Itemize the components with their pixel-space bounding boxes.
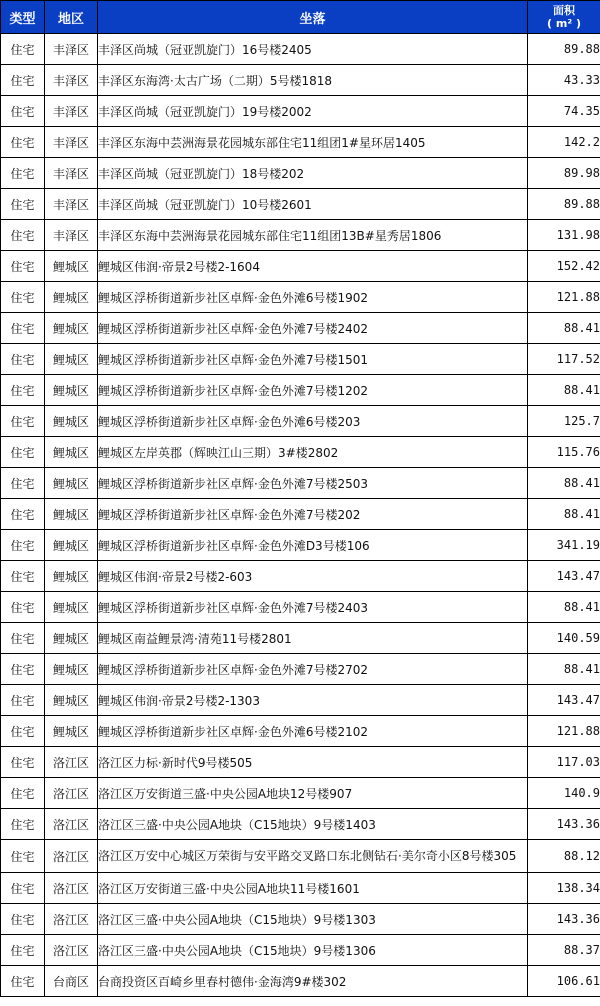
table-row [1,375,600,406]
cell-size: 143.36 [528,809,600,840]
cell-location: 洛江区三盛·中央公园A地块（C15地块）9号楼1306 [98,935,528,966]
cell-size: 125.7 [528,406,600,437]
cell-area: 洛江区 [45,873,98,904]
table-row [1,437,600,468]
cell-location: 鲤城区浮桥街道新步社区卓辉·金色外滩7号楼2702 [98,654,528,685]
cell-type: 住宅 [1,654,45,685]
cell-type: 住宅 [1,437,45,468]
cell-type: 住宅 [1,220,45,251]
cell-area: 洛江区 [45,904,98,935]
header-location: 坐落 [98,1,528,34]
cell-size: 117.52 [528,344,600,375]
cell-type: 住宅 [1,344,45,375]
table-row [1,685,600,716]
cell-size: 152.42 [528,251,600,282]
cell-size: 88.41 [528,654,600,685]
cell-type: 住宅 [1,778,45,809]
cell-type: 住宅 [1,685,45,716]
cell-location: 洛江区万安中心城区万荣街与安平路交叉路口东北侧钻石·美尔奇小区8号楼305 [98,840,528,873]
cell-type: 住宅 [1,904,45,935]
cell-type: 住宅 [1,34,45,65]
cell-size: 89.98 [528,158,600,189]
table-row [1,313,600,344]
cell-size: 88.41 [528,468,600,499]
cell-size: 106.61 [528,966,600,997]
cell-area: 鲤城区 [45,406,98,437]
cell-area: 鲤城区 [45,530,98,561]
header-size-unit: ( m² ) [547,17,581,30]
cell-type: 住宅 [1,592,45,623]
table-row [1,935,600,966]
cell-size: 88.37 [528,935,600,966]
cell-area: 丰泽区 [45,34,98,65]
table-row [1,96,600,127]
cell-type: 住宅 [1,313,45,344]
cell-size: 88.41 [528,499,600,530]
cell-type: 住宅 [1,251,45,282]
cell-location: 洛江区力标·新时代9号楼505 [98,747,528,778]
table-row [1,127,600,158]
cell-type: 住宅 [1,127,45,158]
cell-type: 住宅 [1,623,45,654]
cell-area: 洛江区 [45,778,98,809]
table-row [1,778,600,809]
table-row [1,873,600,904]
cell-type: 住宅 [1,840,45,873]
cell-size: 140.59 [528,623,600,654]
cell-location: 丰泽区尚城（冠亚凯旋门）18号楼202 [98,158,528,189]
cell-type: 住宅 [1,935,45,966]
header-area: 地区 [45,1,98,34]
table-row [1,468,600,499]
table-row [1,65,600,96]
cell-location: 鲤城区南益鲤景湾·清苑11号楼2801 [98,623,528,654]
cell-area: 鲤城区 [45,251,98,282]
cell-area: 鲤城区 [45,344,98,375]
cell-size: 74.35 [528,96,600,127]
table-row [1,716,600,747]
table-row [1,34,600,65]
cell-size: 142.2 [528,127,600,158]
cell-type: 住宅 [1,406,45,437]
cell-location: 台商投资区百崎乡里春村德伟·金海湾9#楼302 [98,966,528,997]
cell-type: 住宅 [1,189,45,220]
table-body [1,1,600,997]
cell-area: 鲤城区 [45,592,98,623]
cell-area: 鲤城区 [45,499,98,530]
cell-area: 鲤城区 [45,716,98,747]
cell-location: 洛江区万安街道三盛·中央公园A地块11号楼1601 [98,873,528,904]
cell-type: 住宅 [1,809,45,840]
cell-area: 丰泽区 [45,158,98,189]
cell-area: 鲤城区 [45,561,98,592]
cell-size: 88.41 [528,313,600,344]
cell-type: 住宅 [1,282,45,313]
cell-location: 丰泽区东海湾·太古广场（二期）5号楼1818 [98,65,528,96]
cell-type: 住宅 [1,499,45,530]
cell-type: 住宅 [1,966,45,997]
table-row [1,251,600,282]
cell-size: 143.47 [528,685,600,716]
cell-size: 140.9 [528,778,600,809]
cell-location: 鲤城区浮桥街道新步社区卓辉·金色外滩7号楼202 [98,499,528,530]
cell-area: 鲤城区 [45,313,98,344]
cell-area: 台商区 [45,966,98,997]
cell-area: 鲤城区 [45,375,98,406]
cell-size: 115.76 [528,437,600,468]
cell-area: 丰泽区 [45,220,98,251]
cell-area: 丰泽区 [45,96,98,127]
cell-size: 341.19 [528,530,600,561]
cell-type: 住宅 [1,375,45,406]
cell-size: 88.12 [528,840,600,873]
cell-location: 鲤城区伟润·帝景2号楼2-603 [98,561,528,592]
table-row [1,530,600,561]
cell-size: 43.33 [528,65,600,96]
cell-location: 鲤城区浮桥街道新步社区卓辉·金色外滩7号楼1202 [98,375,528,406]
table-row [1,499,600,530]
table-row [1,189,600,220]
cell-location: 丰泽区东海中芸洲海景花园城东部住宅11组团1#星环居1405 [98,127,528,158]
cell-type: 住宅 [1,561,45,592]
cell-area: 丰泽区 [45,127,98,158]
cell-location: 鲤城区浮桥街道新步社区卓辉·金色外滩7号楼2403 [98,592,528,623]
cell-area: 鲤城区 [45,623,98,654]
table-row [1,561,600,592]
cell-type: 住宅 [1,747,45,778]
cell-area: 丰泽区 [45,65,98,96]
cell-size: 131.98 [528,220,600,251]
cell-type: 住宅 [1,873,45,904]
cell-size: 143.36 [528,904,600,935]
cell-type: 住宅 [1,530,45,561]
cell-location: 洛江区万安街道三盛·中央公园A地块12号楼907 [98,778,528,809]
cell-location: 鲤城区浮桥街道新步社区卓辉·金色外滩D3号楼106 [98,530,528,561]
cell-location: 鲤城区浮桥街道新步社区卓辉·金色外滩7号楼2503 [98,468,528,499]
cell-area: 丰泽区 [45,189,98,220]
header-size [528,1,600,34]
cell-location: 洛江区三盛·中央公园A地块（C15地块）9号楼1403 [98,809,528,840]
cell-type: 住宅 [1,96,45,127]
header-type: 类型 [1,1,45,34]
cell-size: 88.41 [528,592,600,623]
cell-area: 鲤城区 [45,437,98,468]
table-row [1,592,600,623]
table-row [1,809,600,840]
cell-location: 鲤城区浮桥街道新步社区卓辉·金色外滩6号楼203 [98,406,528,437]
table-row [1,966,600,997]
cell-location: 鲤城区左岸英郡（辉映江山三期）3#楼2802 [98,437,528,468]
cell-area: 洛江区 [45,935,98,966]
cell-location: 洛江区三盛·中央公园A地块（C15地块）9号楼1303 [98,904,528,935]
cell-type: 住宅 [1,716,45,747]
cell-type: 住宅 [1,158,45,189]
cell-area: 洛江区 [45,840,98,873]
cell-location: 鲤城区伟润·帝景2号楼2-1303 [98,685,528,716]
cell-area: 洛江区 [45,809,98,840]
table-row [1,840,600,873]
cell-area: 鲤城区 [45,685,98,716]
cell-size: 121.88 [528,282,600,313]
cell-location: 鲤城区浮桥街道新步社区卓辉·金色外滩7号楼2402 [98,313,528,344]
table-row [1,158,600,189]
cell-location: 丰泽区东海中芸洲海景花园城东部住宅11组团13B#星秀居1806 [98,220,528,251]
cell-location: 鲤城区浮桥街道新步社区卓辉·金色外滩7号楼1501 [98,344,528,375]
header-size-label: 面积 [553,4,575,17]
cell-size: 117.03 [528,747,600,778]
cell-size: 138.34 [528,873,600,904]
cell-location: 鲤城区浮桥街道新步社区卓辉·金色外滩6号楼1902 [98,282,528,313]
cell-size: 121.88 [528,716,600,747]
cell-type: 住宅 [1,65,45,96]
cell-location: 丰泽区尚城（冠亚凯旋门）16号楼2405 [98,34,528,65]
cell-area: 鲤城区 [45,282,98,313]
cell-size: 88.41 [528,375,600,406]
cell-area: 鲤城区 [45,468,98,499]
cell-size: 89.88 [528,34,600,65]
cell-size: 89.88 [528,189,600,220]
cell-size: 143.47 [528,561,600,592]
cell-location: 丰泽区尚城（冠亚凯旋门）10号楼2601 [98,189,528,220]
table-row [1,406,600,437]
cell-area: 洛江区 [45,747,98,778]
table-row [1,904,600,935]
table-row [1,747,600,778]
cell-location: 丰泽区尚城（冠亚凯旋门）19号楼2002 [98,96,528,127]
cell-location: 鲤城区浮桥街道新步社区卓辉·金色外滩6号楼2102 [98,716,528,747]
table-row [1,220,600,251]
cell-type: 住宅 [1,468,45,499]
table-row [1,282,600,313]
table-row [1,344,600,375]
header-row [1,1,600,34]
cell-location: 鲤城区伟润·帝景2号楼2-1604 [98,251,528,282]
table-row [1,623,600,654]
cell-area: 鲤城区 [45,654,98,685]
table-row [1,654,600,685]
